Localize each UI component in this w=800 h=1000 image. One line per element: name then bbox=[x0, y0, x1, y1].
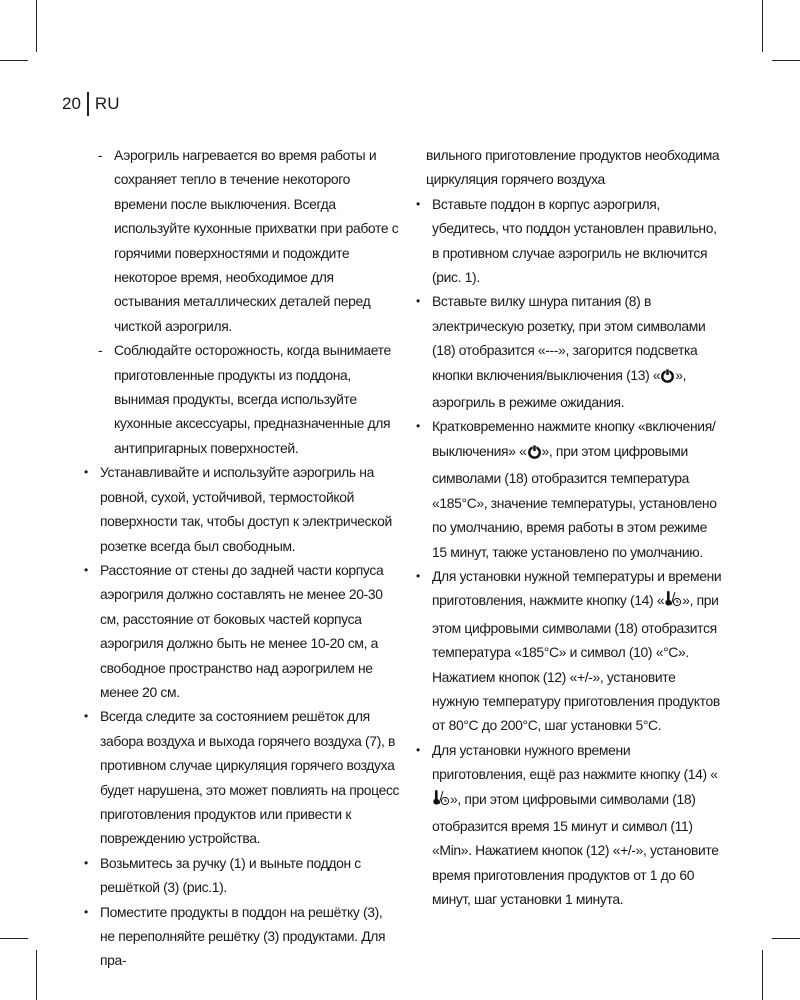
list-item: • Вставьте поддон в корпус аэрогриля, убедитесь, что поддон установлен правильно, в противном случае аэрогриль не включится (рис. 1). bbox=[412, 192, 724, 290]
power-icon bbox=[660, 366, 675, 390]
dash-marker: - bbox=[98, 342, 103, 359]
crop-mark bbox=[0, 938, 28, 939]
bullet-marker: • bbox=[416, 294, 420, 309]
list-item: • Для установки нужной температуры и времени приготовления, нажмите кнопку (14) « », при этом цифровыми символами (18) отобразится температура «185°C» и символ (10) «°C». Нажатием кнопок (12) «+/-», установите нужную температуру приготовления продуктов от 80°C до 200°C, шаг установки 5°C. bbox=[412, 564, 724, 738]
list-item: • Кратковременно нажмите кнопку «включения/выключения» « », при этом цифровыми символами (18) отобразится температура «185°C», значение температуры, установлено по умолчанию, время работы в этом режиме 15 минут, также установлено по умолчанию. bbox=[412, 414, 724, 563]
bullet-marker: • bbox=[84, 709, 88, 724]
bullet-marker: • bbox=[84, 855, 88, 870]
bullet-marker: • bbox=[84, 562, 88, 577]
list-item bbox=[80, 900, 400, 973]
list-item-text: Расстояние от стены до задней части корпуса аэрогриля должно составлять не менее 20-30 см, расстояние от боковых частей корпуса аэрогриля должно быть не менее 10-20 см, а свободное пространство над аэрогрилем не менее 20 см. bbox=[100, 561, 384, 700]
power-icon bbox=[527, 442, 542, 466]
list-item bbox=[80, 558, 400, 704]
right-column bbox=[412, 143, 724, 912]
list-item-text: Возьмитесь за ручку (1) и выньте поддон с решёткой (3) (рис.1). bbox=[100, 854, 361, 896]
dash-marker: - bbox=[98, 147, 103, 163]
sub-list-item bbox=[80, 143, 400, 338]
crop-mark bbox=[36, 0, 37, 52]
bullet-marker: • bbox=[416, 419, 420, 434]
crop-mark bbox=[772, 938, 800, 939]
list-item: • Вставьте вилку шнура питания (8) в электрическую розетку, при этом символами (18) отобразится «---», загорится подсветка кнопки включения/выключения (13) « », аэрогриль в режиме ожидания. bbox=[412, 289, 724, 414]
crop-mark bbox=[0, 60, 28, 61]
language-code: RU bbox=[94, 94, 120, 113]
temperature-time-icon bbox=[432, 789, 450, 814]
list-item-text: Аэрогриль нагревается во время работы и сохраняет тепло в течение некоторого времени после выключения. Всегда используйте кухонные прихватки при работе с горячими поверхностями и подождите некоторое время, необходимое для остывания металлических деталей перед чисткой аэрогриля. bbox=[114, 147, 399, 334]
list-item bbox=[80, 851, 400, 900]
page-header bbox=[62, 91, 119, 117]
left-column bbox=[80, 143, 400, 973]
bullet-marker: • bbox=[84, 465, 88, 480]
list-item-text: Поместите продукты в поддон на решётку (3), не переполняйте решётку (3) продуктами. Для пра- bbox=[100, 903, 386, 969]
list-item: • Для установки нужного времени приготовления, ещё раз нажмите кнопку (14) «», при этом цифровыми символами (18) отобразится время 15 минут и символ (11) «Min». Нажатием кнопок (12) «+/-», установите время приготовления продуктов от 1 до 60 минут, шаг установки 1 минута. bbox=[412, 738, 724, 912]
sub-list-item bbox=[80, 338, 400, 460]
page-number: 20 bbox=[62, 94, 81, 113]
continuation-paragraph: вильного приготовление продуктов необходима циркуляция горячего воздуха bbox=[426, 147, 720, 188]
list-item bbox=[80, 704, 400, 850]
bullet-marker: • bbox=[416, 568, 420, 583]
bullet-marker: • bbox=[416, 196, 420, 211]
temperature-time-icon bbox=[664, 590, 682, 615]
crop-mark bbox=[762, 950, 763, 1000]
crop-mark bbox=[36, 950, 37, 1000]
list-item-text: Соблюдайте осторожность, когда вынимаете приготовленные продукты из поддона, вынимая продукты, всегда используйте кухонные аксессуары, предназначенные для антипригарных поверхностей. bbox=[114, 342, 391, 456]
crop-mark bbox=[772, 60, 800, 61]
crop-mark bbox=[762, 0, 763, 52]
bullet-marker: • bbox=[84, 904, 88, 919]
bullet-marker: • bbox=[416, 742, 420, 757]
list-item-text: Устанавливайте и используйте аэрогриль на ровной, сухой, устойчивой, термостойкой поверхности так, чтобы доступ к электрической розетке всегда был свободным. bbox=[100, 464, 392, 554]
list-item-text: Всегда следите за состоянием решёток для забора воздуха и выхода горячего воздуха (7), в противном случае циркуляция горячего воздуха будет нарушена, это может повлиять на процесс приготовления продуктов или привести к повреждению устройства. bbox=[100, 708, 400, 847]
list-item bbox=[80, 460, 400, 558]
